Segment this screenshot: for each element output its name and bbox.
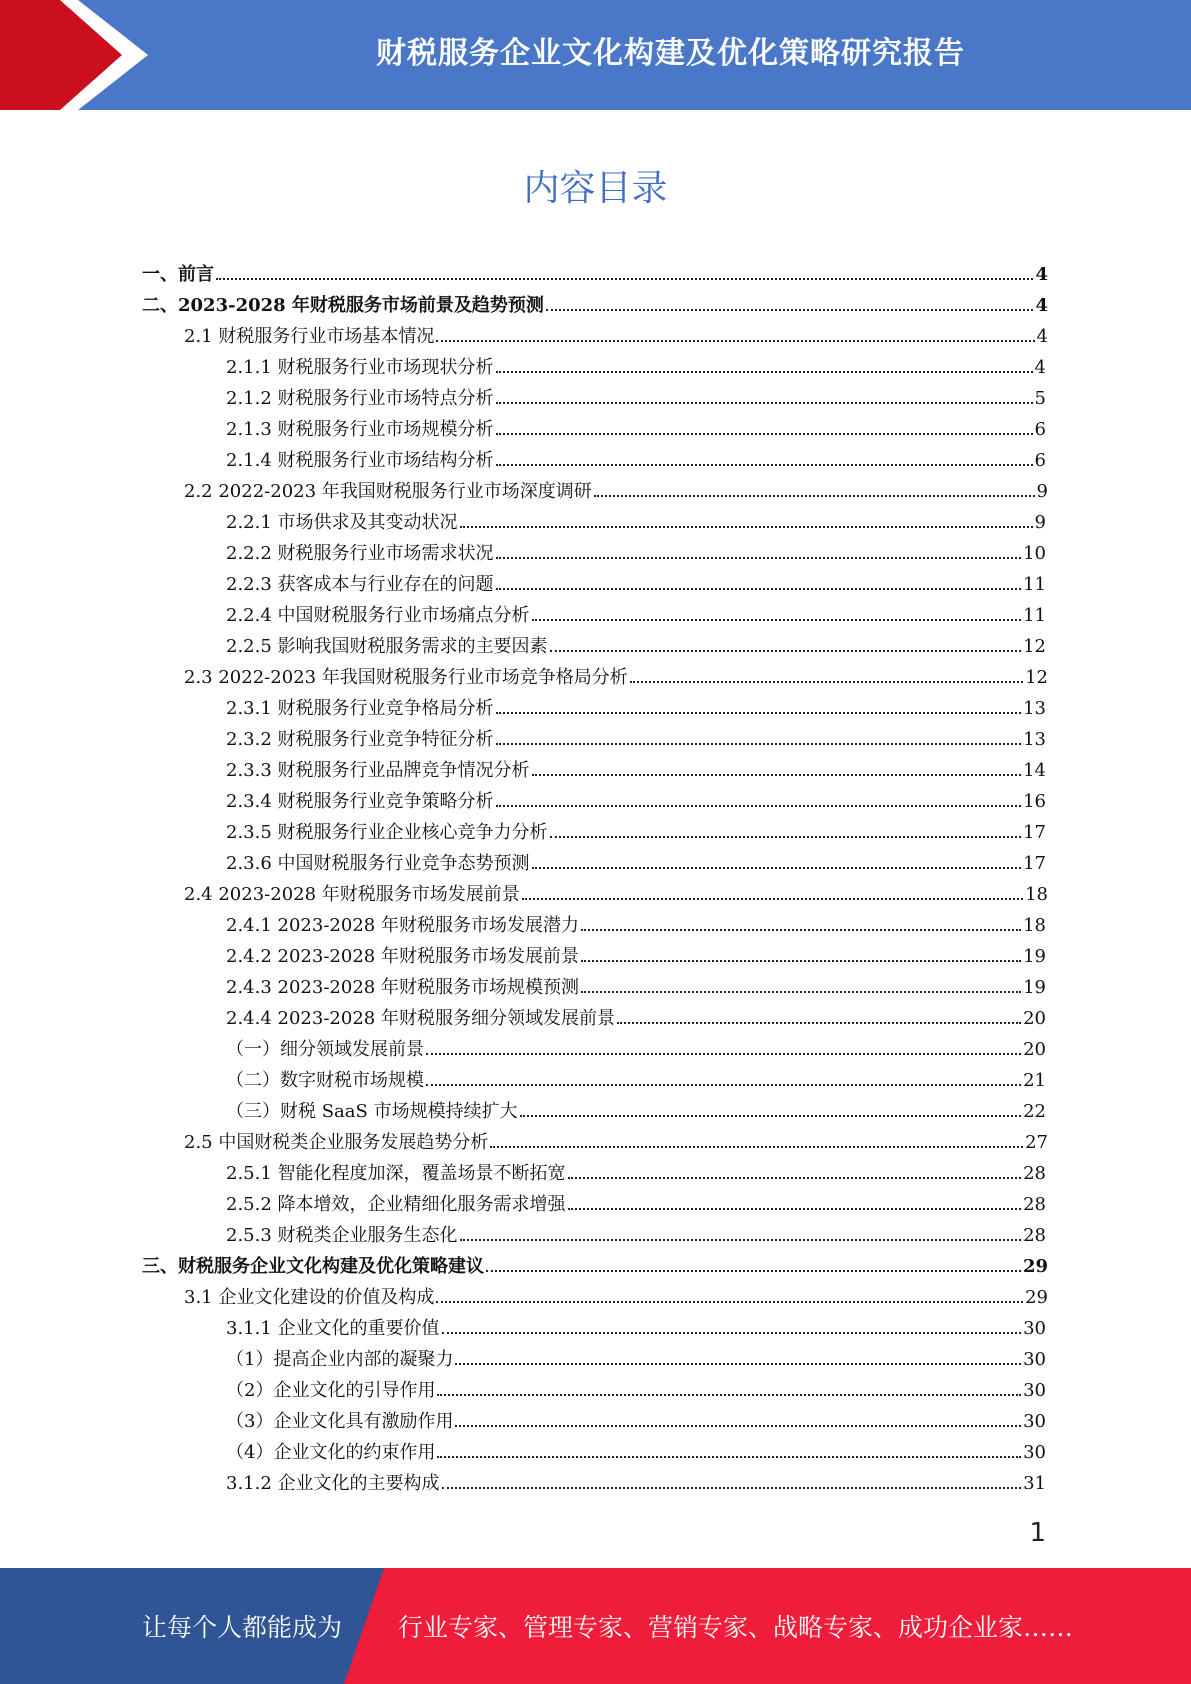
toc-entry[interactable] <box>184 316 1048 347</box>
toc-entry[interactable] <box>226 781 1046 812</box>
toc-entry-page: 31 <box>1023 1473 1046 1494</box>
toc-dot-leader <box>532 867 1022 869</box>
toc-entry[interactable] <box>184 657 1048 688</box>
toc-entry-page: 28 <box>1023 1194 1046 1215</box>
toc-entry-label: 2.5 中国财税类企业服务发展趋势分析 <box>184 1132 489 1153</box>
toc-entry-label: （一）细分领域发展前景 <box>226 1039 424 1060</box>
toc-entry[interactable] <box>226 409 1046 440</box>
toc-entry[interactable] <box>184 1277 1048 1308</box>
toc-entry-page: 13 <box>1023 729 1046 750</box>
toc-dot-leader <box>568 1208 1022 1210</box>
toc-entry-page: 11 <box>1023 574 1046 595</box>
toc-entry-label: 2.4.4 2023-2028 年财税服务细分领域发展前景 <box>226 1008 615 1029</box>
toc-entry[interactable] <box>226 998 1046 1029</box>
toc-dot-leader <box>496 557 1022 559</box>
toc-entry-page: 9 <box>1036 481 1048 502</box>
toc-entry[interactable] <box>226 967 1046 998</box>
toc-entry-page: 10 <box>1023 543 1046 564</box>
toc-entry-page: 30 <box>1023 1318 1046 1339</box>
toc-entry-page: 29 <box>1025 1287 1048 1308</box>
toc-dot-leader <box>496 743 1022 745</box>
toc-dot-leader <box>490 1146 1023 1148</box>
toc-entry-label: 2.3.6 中国财税服务行业竞争态势预测 <box>226 853 530 874</box>
toc-entry-label: 2.2.2 财税服务行业市场需求状况 <box>226 543 494 564</box>
toc-entry-label: 2.3.4 财税服务行业竞争策略分析 <box>226 791 494 812</box>
toc-dot-leader <box>550 650 1022 652</box>
toc-entry[interactable] <box>184 471 1048 502</box>
toc-dot-leader <box>496 433 1033 435</box>
toc-entry-page: 6 <box>1034 450 1046 471</box>
toc-entry-page: 19 <box>1023 946 1046 967</box>
toc-entry[interactable] <box>226 812 1046 843</box>
toc-entry[interactable] <box>142 285 1048 316</box>
toc-entry[interactable] <box>142 254 1048 285</box>
toc-entry[interactable] <box>226 905 1046 936</box>
toc-dot-leader <box>455 1425 1021 1427</box>
toc-entry-label: （1）提高企业内部的凝聚力 <box>226 1349 454 1370</box>
toc-dot-leader <box>436 1301 1023 1303</box>
toc-entry-label: 2.1.4 财税服务行业市场结构分析 <box>226 450 494 471</box>
toc-entry[interactable] <box>226 1029 1046 1060</box>
toc-entry-label: 2.2 2022-2023 年我国财税服务行业市场深度调研 <box>184 481 592 502</box>
toc-entry-page: 20 <box>1023 1039 1046 1060</box>
toc-entry-label: （3）企业文化具有激励作用 <box>226 1411 454 1432</box>
toc-entry[interactable] <box>226 1401 1046 1432</box>
toc-dot-leader <box>532 619 1022 621</box>
toc-entry[interactable] <box>184 1122 1048 1153</box>
toc-entry[interactable] <box>226 564 1046 595</box>
toc-entry[interactable] <box>226 1432 1046 1463</box>
toc-entry-page: 20 <box>1023 1008 1046 1029</box>
toc-dot-leader <box>437 1456 1021 1458</box>
footer-slogan-right: 行业专家、管理专家、营销专家、战略专家、成功企业家…… <box>398 1613 1074 1642</box>
toc-entry[interactable] <box>226 1308 1046 1339</box>
toc-dot-leader <box>546 309 1034 311</box>
toc-entry-page: 28 <box>1023 1225 1046 1246</box>
toc-entry-label: 3.1.1 企业文化的重要价值 <box>226 1318 440 1339</box>
toc-dot-leader <box>496 464 1033 466</box>
toc-dot-leader <box>496 371 1033 373</box>
toc-entry[interactable] <box>226 1091 1046 1122</box>
toc-entry[interactable] <box>226 347 1046 378</box>
toc-entry[interactable] <box>142 1246 1048 1277</box>
toc-entry[interactable] <box>226 1215 1046 1246</box>
toc-entry-page: 29 <box>1022 1256 1048 1277</box>
toc-entry-label: 2.2.5 影响我国财税服务需求的主要因素 <box>226 636 548 657</box>
toc-dot-leader <box>520 1115 1022 1117</box>
toc-dot-leader <box>426 1053 1021 1055</box>
toc-entry[interactable] <box>226 378 1046 409</box>
toc-entry-page: 16 <box>1023 791 1046 812</box>
toc-dot-leader <box>437 1394 1021 1396</box>
toc-entry-label: 2.3.5 财税服务行业企业核心竞争力分析 <box>226 822 548 843</box>
toc-entry-label: 三、财税服务企业文化构建及优化策略建议 <box>142 1256 484 1277</box>
toc-entry-label: 3.1 企业文化建设的价值及构成 <box>184 1287 435 1308</box>
toc-entry-label: 2.1.2 财税服务行业市场特点分析 <box>226 388 494 409</box>
toc-entry-label: （三）财税 SaaS 市场规模持续扩大 <box>226 1101 518 1122</box>
toc-entry[interactable] <box>226 843 1046 874</box>
page-number: 1 <box>1029 1518 1046 1548</box>
toc-entry[interactable] <box>226 1370 1046 1401</box>
toc-dot-leader <box>617 1022 1021 1024</box>
toc-entry-page: 4 <box>1034 357 1046 378</box>
toc-entry-label: 2.2.1 市场供求及其变动状况 <box>226 512 458 533</box>
toc-entry-page: 17 <box>1023 853 1046 874</box>
toc-dot-leader <box>460 1239 1022 1241</box>
toc-entry-page: 30 <box>1023 1349 1046 1370</box>
toc-dot-leader <box>496 402 1033 404</box>
toc-entry[interactable] <box>184 874 1048 905</box>
toc-entry-label: 2.4.2 2023-2028 年财税服务市场发展前景 <box>226 946 579 967</box>
toc-entry[interactable] <box>226 719 1046 750</box>
toc-entry-label: 3.1.2 企业文化的主要构成 <box>226 1473 440 1494</box>
toc-entry-label: 2.4.3 2023-2028 年财税服务市场规模预测 <box>226 977 579 998</box>
toc-dot-leader <box>496 588 1022 590</box>
toc-dot-leader <box>442 1487 1022 1489</box>
toc-entry-page: 30 <box>1023 1442 1046 1463</box>
toc-entry-label: 2.2.3 获客成本与行业存在的问题 <box>226 574 494 595</box>
toc-entry-page: 14 <box>1023 760 1046 781</box>
toc-dot-leader <box>568 1177 1022 1179</box>
toc-entry[interactable] <box>226 1463 1046 1494</box>
toc-entry-label: 二、2023-2028 年财税服务市场前景及趋势预测 <box>142 295 544 316</box>
toc-entry-label: 2.3 2022-2023 年我国财税服务行业市场竞争格局分析 <box>184 667 628 688</box>
toc-entry-label: 2.5.2 降本增效，企业精细化服务需求增强 <box>226 1194 566 1215</box>
toc-dot-leader <box>442 1332 1022 1334</box>
report-title: 财税服务企业文化构建及优化策略研究报告 <box>376 36 965 71</box>
toc-entry-label: 2.5.1 智能化程度加深，覆盖场景不断拓宽 <box>226 1163 566 1184</box>
toc-entry-label: 2.1 财税服务行业市场基本情况 <box>184 326 435 347</box>
toc-entry-page: 28 <box>1023 1163 1046 1184</box>
toc-dot-leader <box>486 1270 1021 1272</box>
toc-entry-label: 2.1.3 财税服务行业市场规模分析 <box>226 419 494 440</box>
toc-entry-label: （4）企业文化的约束作用 <box>226 1442 436 1463</box>
toc-entry-page: 21 <box>1023 1070 1046 1091</box>
toc-entry[interactable] <box>226 936 1046 967</box>
toc-entry-label: 2.2.4 中国财税服务行业市场痛点分析 <box>226 605 530 626</box>
toc-dot-leader <box>581 960 1021 962</box>
toc-dot-leader <box>581 991 1021 993</box>
toc-dot-leader <box>594 495 1035 497</box>
toc-dot-leader <box>522 898 1023 900</box>
toc-entry-page: 18 <box>1023 915 1046 936</box>
toc-entry[interactable] <box>226 1060 1046 1091</box>
toc-entry-label: 2.4.1 2023-2028 年财税服务市场发展潜力 <box>226 915 579 936</box>
toc-entry-page: 12 <box>1025 667 1048 688</box>
toc-entry-label: 2.3.3 财税服务行业品牌竞争情况分析 <box>226 760 530 781</box>
toc-entry[interactable] <box>226 1184 1046 1215</box>
toc-entry-page: 4 <box>1035 295 1048 316</box>
toc-entry-label: 2.1.1 财税服务行业市场现状分析 <box>226 357 494 378</box>
toc-entry-page: 6 <box>1034 419 1046 440</box>
toc-dot-leader <box>455 1363 1021 1365</box>
toc-entry[interactable] <box>226 595 1046 626</box>
toc-entry[interactable] <box>226 440 1046 471</box>
toc-entry[interactable] <box>226 502 1046 533</box>
toc-dot-leader <box>532 774 1022 776</box>
toc-dot-leader <box>496 712 1022 714</box>
toc-heading: 内容目录 <box>523 168 668 209</box>
toc-entry[interactable] <box>226 1339 1046 1370</box>
toc-entry-page: 19 <box>1023 977 1046 998</box>
toc-entry[interactable] <box>226 1153 1046 1184</box>
toc-entry[interactable] <box>226 688 1046 719</box>
toc-entry-page: 11 <box>1023 605 1046 626</box>
page-header <box>0 0 1191 110</box>
toc-entry-page: 4 <box>1035 264 1048 285</box>
toc-entry-page: 18 <box>1025 884 1048 905</box>
toc-entry-page: 22 <box>1023 1101 1046 1122</box>
toc-entry-label: 2.3.1 财税服务行业竞争格局分析 <box>226 698 494 719</box>
toc-entry-label: （二）数字财税市场规模 <box>226 1070 424 1091</box>
toc-entry-label: （2）企业文化的引导作用 <box>226 1380 436 1401</box>
footer-slogan-left: 让每个人都能成为 <box>142 1613 343 1642</box>
toc-dot-leader <box>460 526 1033 528</box>
toc-entry[interactable] <box>226 626 1046 657</box>
toc-entry-label: 2.3.2 财税服务行业竞争特征分析 <box>226 729 494 750</box>
toc-entry-page: 4 <box>1036 326 1048 347</box>
toc-entry-page: 13 <box>1023 698 1046 719</box>
toc-entry[interactable] <box>226 533 1046 564</box>
toc-entry-page: 5 <box>1034 388 1046 409</box>
toc-dot-leader <box>216 278 1033 280</box>
toc-entry-page: 12 <box>1023 636 1046 657</box>
page-footer <box>0 1568 1191 1684</box>
toc-dot-leader <box>496 805 1022 807</box>
toc-dot-leader <box>426 1084 1021 1086</box>
toc-entry-page: 30 <box>1023 1411 1046 1432</box>
toc-entry-page: 30 <box>1023 1380 1046 1401</box>
toc-entry-label: 一、前言 <box>142 264 214 285</box>
toc-dot-leader <box>630 681 1023 683</box>
toc-entry-label: 2.5.3 财税类企业服务生态化 <box>226 1225 458 1246</box>
toc-dot-leader <box>581 929 1021 931</box>
toc-entry-page: 9 <box>1034 512 1046 533</box>
toc-entry-page: 17 <box>1023 822 1046 843</box>
toc-entry[interactable] <box>226 750 1046 781</box>
toc-entry-label: 2.4 2023-2028 年财税服务市场发展前景 <box>184 884 520 905</box>
toc-dot-leader <box>550 836 1022 838</box>
toc-dot-leader <box>436 340 1034 342</box>
toc-entry-page: 27 <box>1025 1132 1048 1153</box>
